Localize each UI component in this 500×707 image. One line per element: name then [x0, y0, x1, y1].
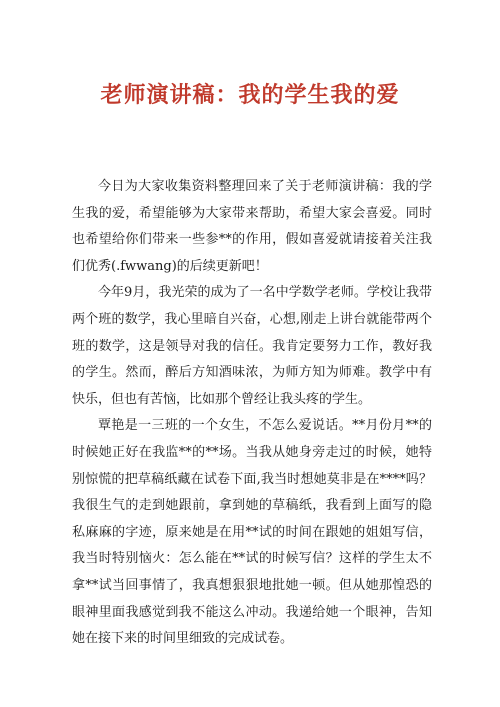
paragraph-student-story: 覃艳是一三班的一个女生，不怎么爱说话。**月份月**的时候她正好在我监**的**场。当我从她身旁走过的时候，她特别惊慌的把草稿纸藏在试卷下面,我当时想她莫非是在****吗？我很生气的走到她跟前，拿到她的草稿纸，我看到上面写的隐私麻麻的字迹，原来她是在用**试的时间在跟她的姐姐写信，我当时特别恼火：怎么能在**试的时候写信？这样的学生太不拿**试当回事情了，我真想狠狠地批她一顿。但从她那惶恐的眼神里面我感觉到我不能这么冲动。我递给她一个眼神，告知她在接下来的时间里细致的完成试卷。 [72, 418, 432, 647]
document-title: 老师演讲稿：我的学生我的爱 [100, 82, 400, 108]
paragraph-intro: 今日为大家收集资料整理回来了关于老师演讲稿：我的学生我的爱，希望能够为大家带来帮助，希望大家会喜爱。同时也希望给你们带来一些参**的作用，假如喜爱就请接着关注我们优秀(.fwwang)的后续更新吧！ [72, 179, 432, 274]
document-body [72, 174, 432, 653]
paragraph-becoming-teacher: 今年9月，我光荣的成为了一名中学数学老师。学校让我带两个班的数学，我心里暗自兴奋，心想,刚走上讲台就能带两个班的数学，这是领导对我的信任。我肯定要努力工作，教好我的学生。然而，醉后方知酒味浓，为师方知为师难。教学中有快乐，但也有苦恼，比如那个曾经让我头疼的学生。 [72, 285, 432, 407]
